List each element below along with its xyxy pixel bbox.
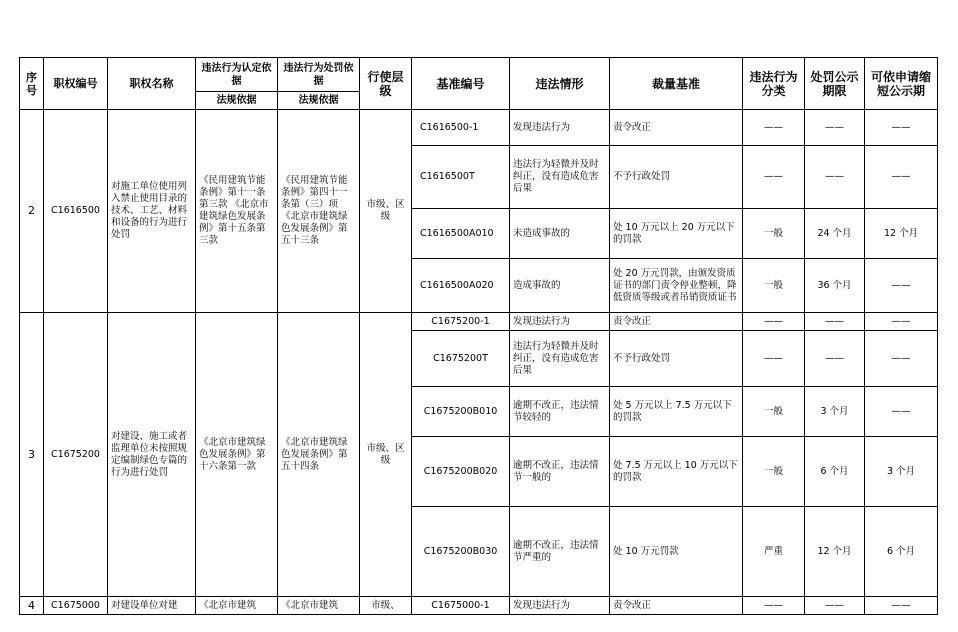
category-cell: 一般 <box>743 259 805 313</box>
category-cell: 一般 <box>743 387 805 437</box>
shorten-cell: —— <box>865 110 938 146</box>
basis-cell: 《民用建筑节能条例》第十一条第三款 《北京市建筑绿色发展条例》第十五条第三款 <box>196 110 278 313</box>
level-cell: 市级、 <box>360 597 412 615</box>
std-code-cell: C1616500A010 <box>412 209 510 259</box>
category-cell: —— <box>743 313 805 331</box>
std-code-cell: C1675200B030 <box>412 507 510 597</box>
circumstance-cell: 造成事故的 <box>510 259 610 313</box>
header-level: 行使层级 <box>360 58 412 110</box>
period-cell: 24 个月 <box>805 209 865 259</box>
period-cell: 3 个月 <box>805 387 865 437</box>
std-code-cell: C1675200-1 <box>412 313 510 331</box>
discretion-cell: 不予行政处罚 <box>610 146 743 209</box>
discretion-cell: 处 7.5 万元以上 10 万元以下的罚款 <box>610 437 743 507</box>
category-cell: —— <box>743 146 805 209</box>
penalty-standard-table <box>19 57 938 615</box>
period-cell: —— <box>805 331 865 387</box>
std-code-cell: C1616500-1 <box>412 110 510 146</box>
basis-cell: 《北京市建筑 <box>196 597 278 615</box>
discretion-cell: 责令改正 <box>610 313 743 331</box>
header-std-code: 基准编号 <box>412 58 510 110</box>
std-code-cell: C1675200B020 <box>412 437 510 507</box>
circumstance-cell: 违法行为轻微并及时纠正，没有造成危害后果 <box>510 146 610 209</box>
std-code-cell: C1675000-1 <box>412 597 510 615</box>
discretion-cell: 责令改正 <box>610 597 743 615</box>
header-shorten: 可依申请缩短公示期 <box>865 58 938 110</box>
code-cell: C1675000 <box>44 597 108 615</box>
shorten-cell: 6 个月 <box>865 507 938 597</box>
header-penalty-group: 违法行为处罚依据 <box>278 58 360 92</box>
shorten-cell: —— <box>865 146 938 209</box>
std-code-cell: C1616500T <box>412 146 510 209</box>
discretion-cell: 处 5 万元以上 7.5 万元以下的罚款 <box>610 387 743 437</box>
category-cell: 严重 <box>743 507 805 597</box>
period-cell: —— <box>805 313 865 331</box>
code-cell: C1616500 <box>44 110 108 313</box>
header-law-basis-2: 法规依据 <box>278 92 360 110</box>
circumstance-cell: 逾期不改正，违法情节较轻的 <box>510 387 610 437</box>
table-row <box>20 597 938 615</box>
circumstance-cell: 发现违法行为 <box>510 313 610 331</box>
circumstance-cell: 发现违法行为 <box>510 597 610 615</box>
circumstance-cell: 违法行为轻微并及时纠正，没有造成危害后果 <box>510 331 610 387</box>
header-period: 处罚公示期限 <box>805 58 865 110</box>
std-code-cell: C1675200T <box>412 331 510 387</box>
period-cell: 36 个月 <box>805 259 865 313</box>
level-cell: 市级、区级 <box>360 313 412 597</box>
discretion-cell: 责令改正 <box>610 110 743 146</box>
header-basis-group: 违法行为认定依据 <box>196 58 278 92</box>
header-seq: 序号 <box>20 58 44 110</box>
discretion-cell: 处 10 万元以上 20 万元以下的罚款 <box>610 209 743 259</box>
penalty-cell: 《民用建筑节能条例》第四十一条第（三）项 《北京市建筑绿色发展条例》第五十三条 <box>278 110 360 313</box>
category-cell: 一般 <box>743 437 805 507</box>
shorten-cell: 12 个月 <box>865 209 938 259</box>
period-cell: 6 个月 <box>805 437 865 507</box>
shorten-cell: —— <box>865 259 938 313</box>
seq-cell: 4 <box>20 597 44 615</box>
circumstance-cell: 逾期不改正，违法情节一般的 <box>510 437 610 507</box>
shorten-cell: 3 个月 <box>865 437 938 507</box>
category-cell: 一般 <box>743 209 805 259</box>
shorten-cell: —— <box>865 597 938 615</box>
std-code-cell: C1675200B010 <box>412 387 510 437</box>
category-cell: —— <box>743 331 805 387</box>
code-cell: C1675200 <box>44 313 108 597</box>
shorten-cell: —— <box>865 313 938 331</box>
period-cell: —— <box>805 110 865 146</box>
header-circumstance: 违法情形 <box>510 58 610 110</box>
period-cell: —— <box>805 597 865 615</box>
name-cell: 对建设、施工或者监理单位未按照规定编制绿色专篇的行为进行处罚 <box>108 313 196 597</box>
seq-cell: 2 <box>20 110 44 313</box>
std-code-cell: C1616500A020 <box>412 259 510 313</box>
shorten-cell: —— <box>865 387 938 437</box>
circumstance-cell: 未造成事故的 <box>510 209 610 259</box>
basis-cell: 《北京市建筑绿色发展条例》第十六条第一款 <box>196 313 278 597</box>
category-cell: —— <box>743 110 805 146</box>
seq-cell: 3 <box>20 313 44 597</box>
discretion-cell: 处 20 万元罚款，由颁发资质证书的部门责令停业整顿，降低资质等级或者吊销资质证书 <box>610 259 743 313</box>
category-cell: —— <box>743 597 805 615</box>
header-code: 职权编号 <box>44 58 108 110</box>
discretion-cell: 不予行政处罚 <box>610 331 743 387</box>
name-cell: 对建设单位对建 <box>108 597 196 615</box>
penalty-cell: 《北京市建筑 <box>278 597 360 615</box>
table-row <box>20 313 938 331</box>
period-cell: 12 个月 <box>805 507 865 597</box>
header-category: 违法行为分类 <box>743 58 805 110</box>
period-cell: —— <box>805 146 865 209</box>
level-cell: 市级、区级 <box>360 110 412 313</box>
shorten-cell: —— <box>865 331 938 387</box>
name-cell: 对施工单位使用列入禁止使用目录的技术、工艺、材料和设备的行为进行处罚 <box>108 110 196 313</box>
header-discretion: 裁量基准 <box>610 58 743 110</box>
circumstance-cell: 逾期不改正，违法情节严重的 <box>510 507 610 597</box>
penalty-cell: 《北京市建筑绿色发展条例》第五十四条 <box>278 313 360 597</box>
circumstance-cell: 发现违法行为 <box>510 110 610 146</box>
table-row <box>20 110 938 146</box>
header-name: 职权名称 <box>108 58 196 110</box>
discretion-cell: 处 10 万元罚款 <box>610 507 743 597</box>
header-law-basis-1: 法规依据 <box>196 92 278 110</box>
